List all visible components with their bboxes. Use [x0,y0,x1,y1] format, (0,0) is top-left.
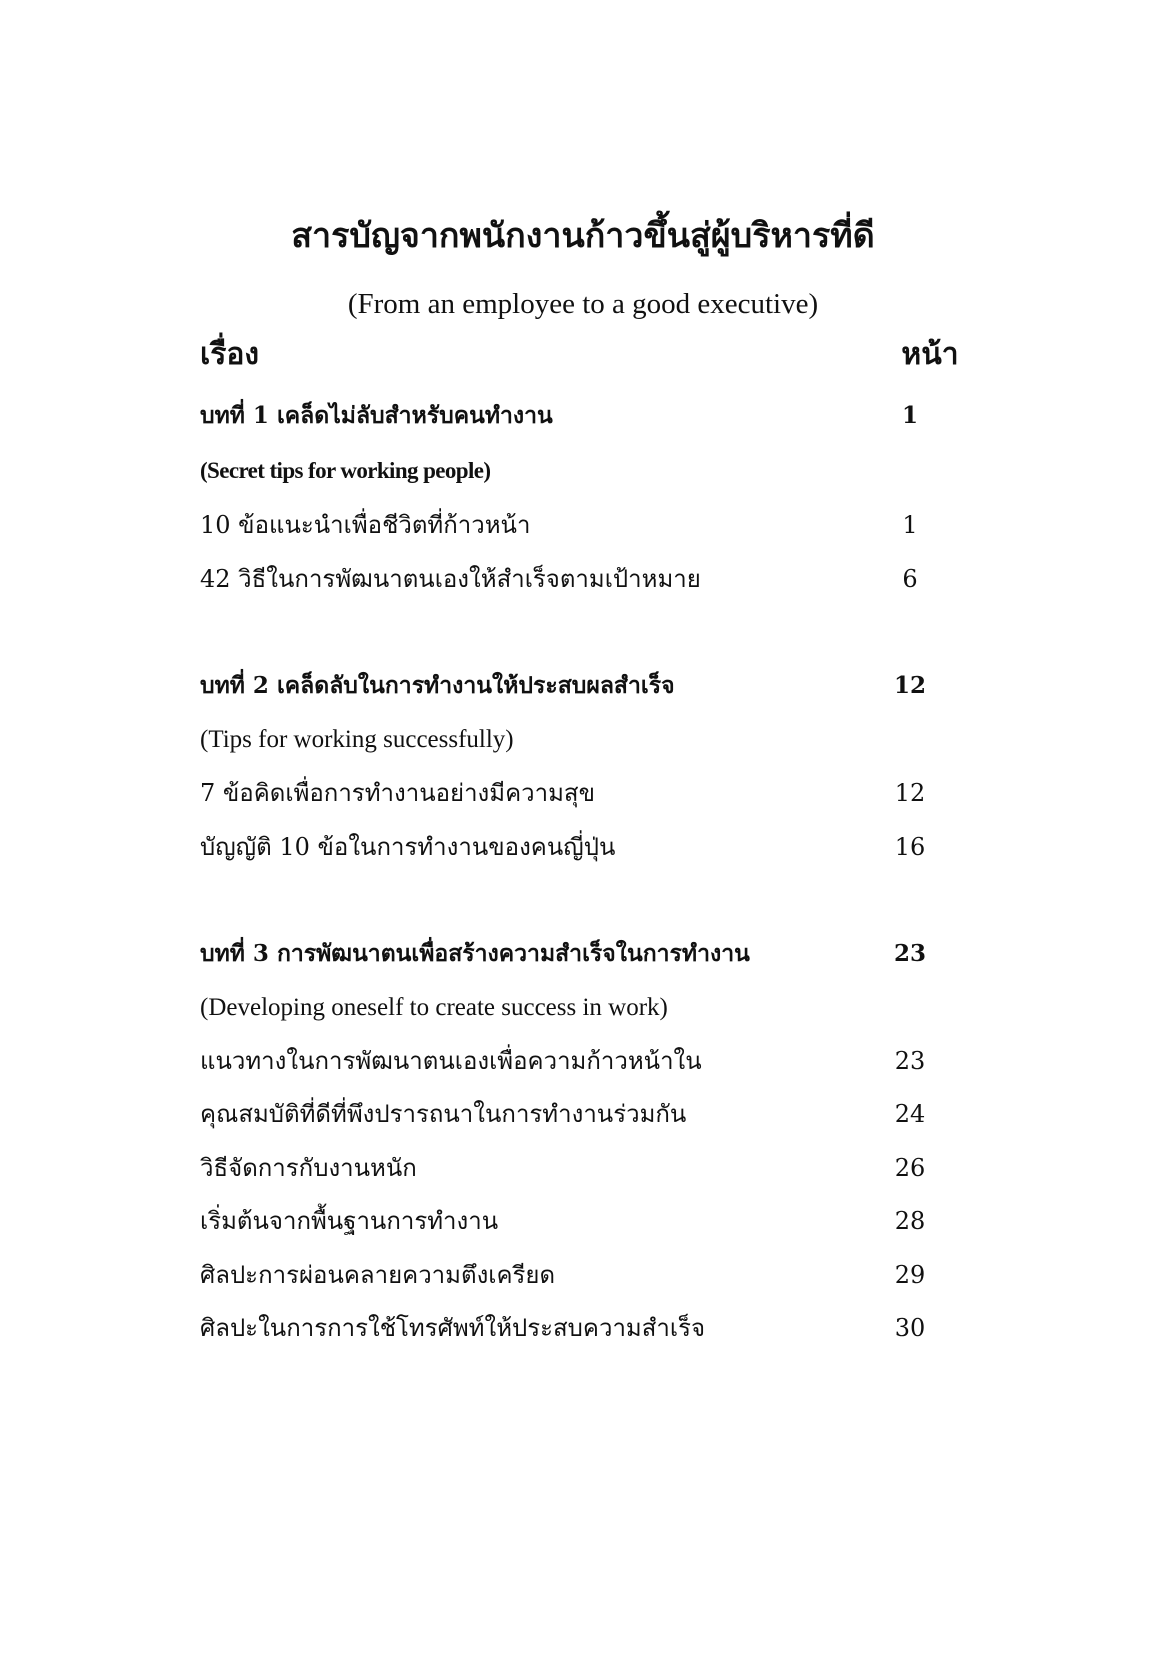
toc-entry-title: เริ่มต้นจากพื้นฐานการทำงาน [200,1207,499,1235]
toc-entry-page: 16 [894,833,926,861]
toc-entry [200,1041,960,1081]
chapter-3-title: บทที่ 3 การพัฒนาตนเพื่อสร้างความสำเร็จในการทำงาน [200,940,750,967]
chapter-1-title: บทที่ 1 เคล็ดไม่ลับสำหรับคนทำงาน [200,402,553,429]
toc-entry-title: ศิลปะในการการใช้โทรศัพท์ให้ประสบความสำเร็จ [200,1314,706,1342]
toc-header [200,335,960,375]
toc-entry [200,1094,960,1134]
toc-entry-page: 26 [894,1154,926,1182]
chapter-3-english: (Developing oneself to create success in work) [200,994,668,1021]
toc-entry-title: 10 ข้อแนะนำเพื่อชีวิตที่ก้าวหน้า [200,511,531,539]
toc-entry [200,1255,960,1295]
toc-entry-page: 23 [894,1047,926,1075]
topic-heading: เรื่อง [200,337,260,372]
toc-entry-page: 30 [894,1314,926,1342]
chapter-1-english-row [200,451,960,491]
document-title: สารบัญจากพนักงานก้าวขึ้นสู่ผู้บริหารที่ดี [291,216,875,256]
toc-entry-page: 12 [894,779,926,807]
toc-entry [200,1201,960,1241]
toc-entry-title: แนวทางในการพัฒนาตนเองเพื่อความก้าวหน้าใน [200,1047,702,1075]
toc-entry [200,827,960,867]
chapter-3-page: 23 [893,940,926,967]
toc-entry-title: ศิลปะการผ่อนคลายความตึงเครียด [200,1261,556,1289]
toc-entry [200,1148,960,1188]
chapter-1-english: (Secret tips for working people) [200,458,491,483]
chapter-2-english: (Tips for working successfully) [200,726,514,753]
toc-entry-title: 7 ข้อคิดเพื่อการทำงานอย่างมีความสุข [200,779,595,807]
toc-entry-title: วิธีจัดการกับงานหนัก [200,1154,417,1182]
chapter-1-row [200,396,960,436]
toc-entry [200,1308,960,1348]
toc-entry [200,505,960,545]
chapter-2-title: บทที่ 2 เคล็ดลับในการทำงานให้ประสบผลสำเร็จ [200,672,675,699]
toc-entry [200,559,960,599]
toc-entry-page: 28 [894,1207,926,1235]
chapter-2-row [200,666,960,706]
document-subtitle: (From an employee to a good executive) [347,288,819,320]
toc-entry-title: บัญญัติ 10 ข้อในการทำงานของคนญี่ปุ่น [200,833,616,861]
toc-entry-page: 24 [894,1100,926,1128]
toc-entry-title: คุณสมบัติที่ดีที่พึงปรารถนาในการทำงานร่วมกัน [200,1100,687,1128]
toc-entry-page: 6 [902,565,918,593]
chapter-3-english-row [200,988,960,1028]
toc-entry-page: 29 [894,1261,926,1289]
chapter-2-english-row [200,720,960,760]
page-heading: หน้า [901,337,959,372]
chapter-1-page: 1 [901,402,918,429]
toc-entry-page: 1 [902,511,918,539]
chapter-3-row [200,934,960,974]
toc-entry [200,773,960,813]
toc-entry-title: 42 วิธีในการพัฒนาตนเองให้สำเร็จตามเป้าหมาย [200,565,701,593]
chapter-2-page: 12 [893,672,926,699]
